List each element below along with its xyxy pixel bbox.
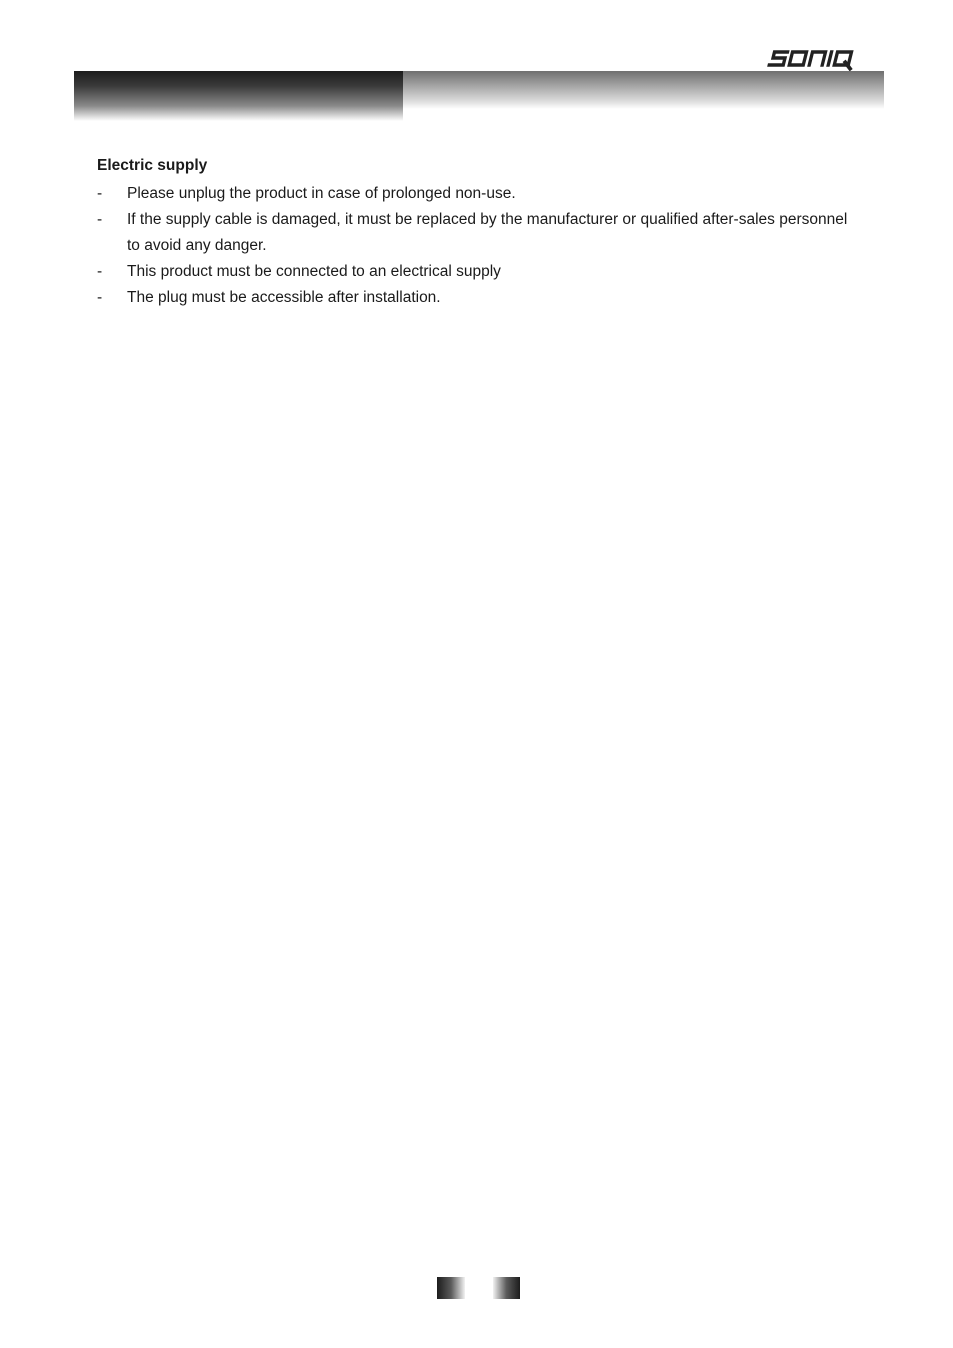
main-content (97, 155, 857, 311)
list-item-text: This product must be connected to an electrical supply (127, 263, 501, 280)
bullet-dash: - (97, 185, 103, 202)
safety-item-list (97, 181, 857, 311)
brand-logo (766, 46, 866, 72)
bullet-dash: - (97, 289, 103, 306)
list-item-text: The plug must be accessible after installation. (127, 289, 441, 306)
list-item-text: If the supply cable is damaged, it must be replaced by the manufacturer or qualified after-sales personnel to avoid any danger. (127, 211, 848, 254)
header-band-dark-segment (74, 71, 403, 121)
list-item (97, 181, 857, 207)
list-item (97, 207, 857, 259)
bullet-dash: - (97, 211, 103, 228)
footer-mark-left-block (437, 1277, 465, 1299)
soniq-logo-icon (766, 46, 866, 72)
bullet-dash: - (97, 263, 103, 280)
list-item-text: Please unplug the product in case of prolonged non-use. (127, 185, 516, 202)
footer-page-mark (437, 1277, 520, 1299)
section-title: Electric supply (97, 157, 208, 174)
header-band-light-segment (403, 71, 884, 109)
header-band (74, 71, 884, 121)
footer-mark-right-block (493, 1277, 520, 1299)
list-item (97, 285, 857, 311)
list-item (97, 259, 857, 285)
